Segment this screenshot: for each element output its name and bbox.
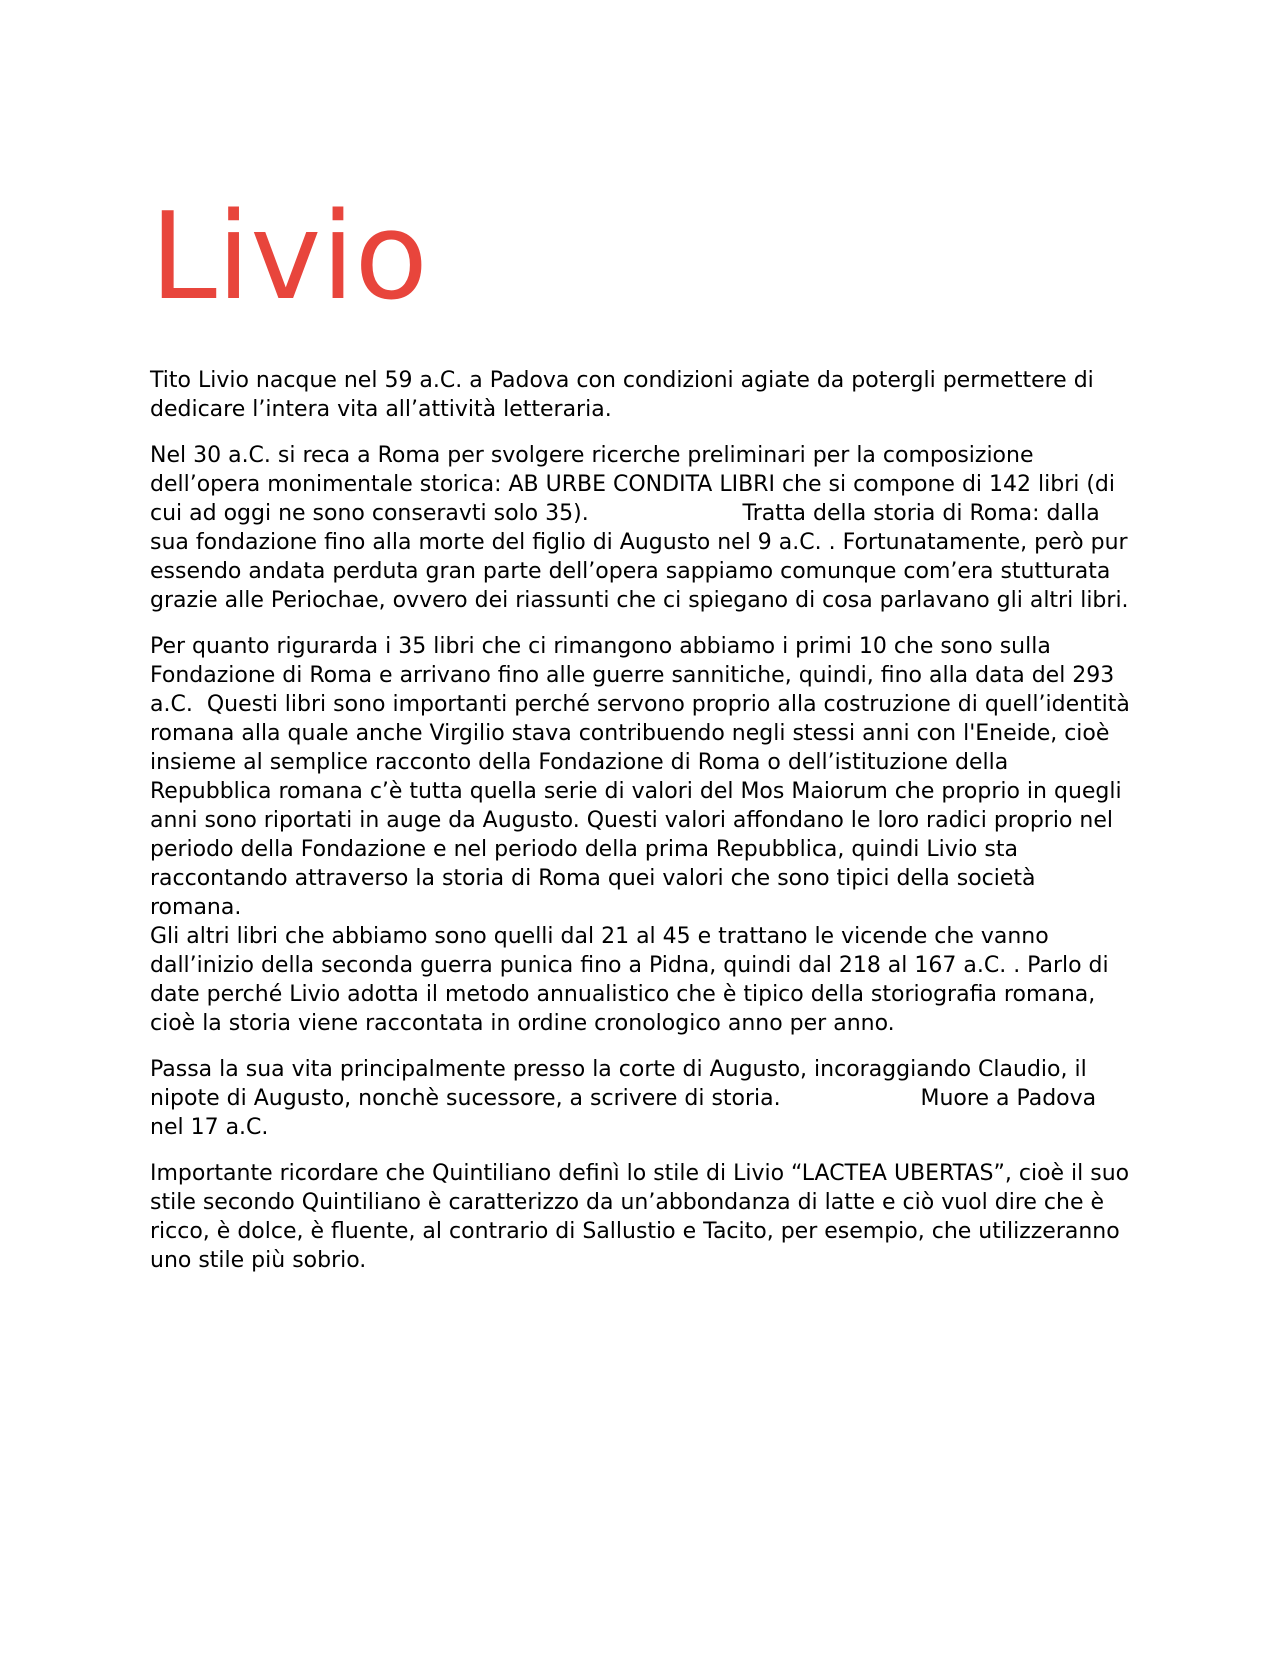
paragraph-first-books: Per quanto rigurarda i 35 libri che ci rimangono abbiamo i primi 10 che sono sulla Fondazione di Roma e arrivano fino alle guerre sannitiche, quindi, fino alla data del 293 a.C. Questi libri sono importanti perché servono proprio alla costruzione di quell’identità romana alla quale anche Virgilio stava contribuendo negli stessi anni con l'Eneide, cioè insieme al semplice racconto della Fondazione di Roma o dell’istituzione della Repubblica romana c’è tutta quella serie di valori del Mos Maiorum che proprio in quegli anni sono riportati in auge da Augusto. Questi valori affondano le loro radici proprio nel periodo della Fondazione e nel periodo della prima Repubblica, quindi Livio sta raccontando attraverso la storia di Roma quei valori che sono tipici della società romana. bbox=[150, 634, 1137, 920]
document-page bbox=[150, 188, 1137, 1292]
document-title: Livio bbox=[150, 188, 428, 327]
paragraph-ab-urbe-condita: Nel 30 a.C. si reca a Roma per svolgere ricerche preliminari per la composizione dell’opera monimentale storica: AB URBE CONDITA LIBRI che si compone di 142 libri (di cui ad oggi ne sono conseravti solo 35). Tratta della storia di Roma: dalla sua fondazione fino alla morte del figlio di Augusto nel 9 a.C. . Fortunatamente, però pur essendo andata perduta gran parte dell’opera sappiamo comunque com’era stutturata grazie alle Periochae, ovvero dei riassunti che ci spiegano di cosa parlavano gli altri libri. bbox=[150, 443, 1135, 613]
paragraph-birth: Tito Livio nacque nel 59 a.C. a Padova con condizioni agiate da potergli permettere di dedicare l’intera vita all’attività letteraria. bbox=[150, 368, 1101, 422]
paragraph-other-books: Gli altri libri che abbiamo sono quelli dal 21 al 45 e trattano le vicende che vanno dall’inizio della seconda guerra punica fino a Pidna, quindi dal 218 al 167 a.C. . Parlo di date perché Livio adotta il metodo annualistico che è tipico della storiografia romana, cioè la storia viene raccontata in ordine cronologico anno per anno. bbox=[150, 924, 1116, 1036]
paragraph-lactea-ubertas: Importante ricordare che Quintiliano definì lo stile di Livio “LACTEA UBERTAS”, cioè il suo stile secondo Quintiliano è caratterizzo da un’abbondanza di latte e ciò vuol dire che è ricco, è dolce, è fluente, al contrario di Sallustio e Tacito, per esempio, che utilizzeranno uno stile più sobrio. bbox=[150, 1161, 1137, 1273]
paragraph-life-and-death: Passa la sua vita principalmente presso la corte di Augusto, incoraggiando Claudio, il nipote di Augusto, nonchè sucessore, a scrivere di storia. Muore a Padova nel 17 a.C. bbox=[150, 1057, 1104, 1140]
